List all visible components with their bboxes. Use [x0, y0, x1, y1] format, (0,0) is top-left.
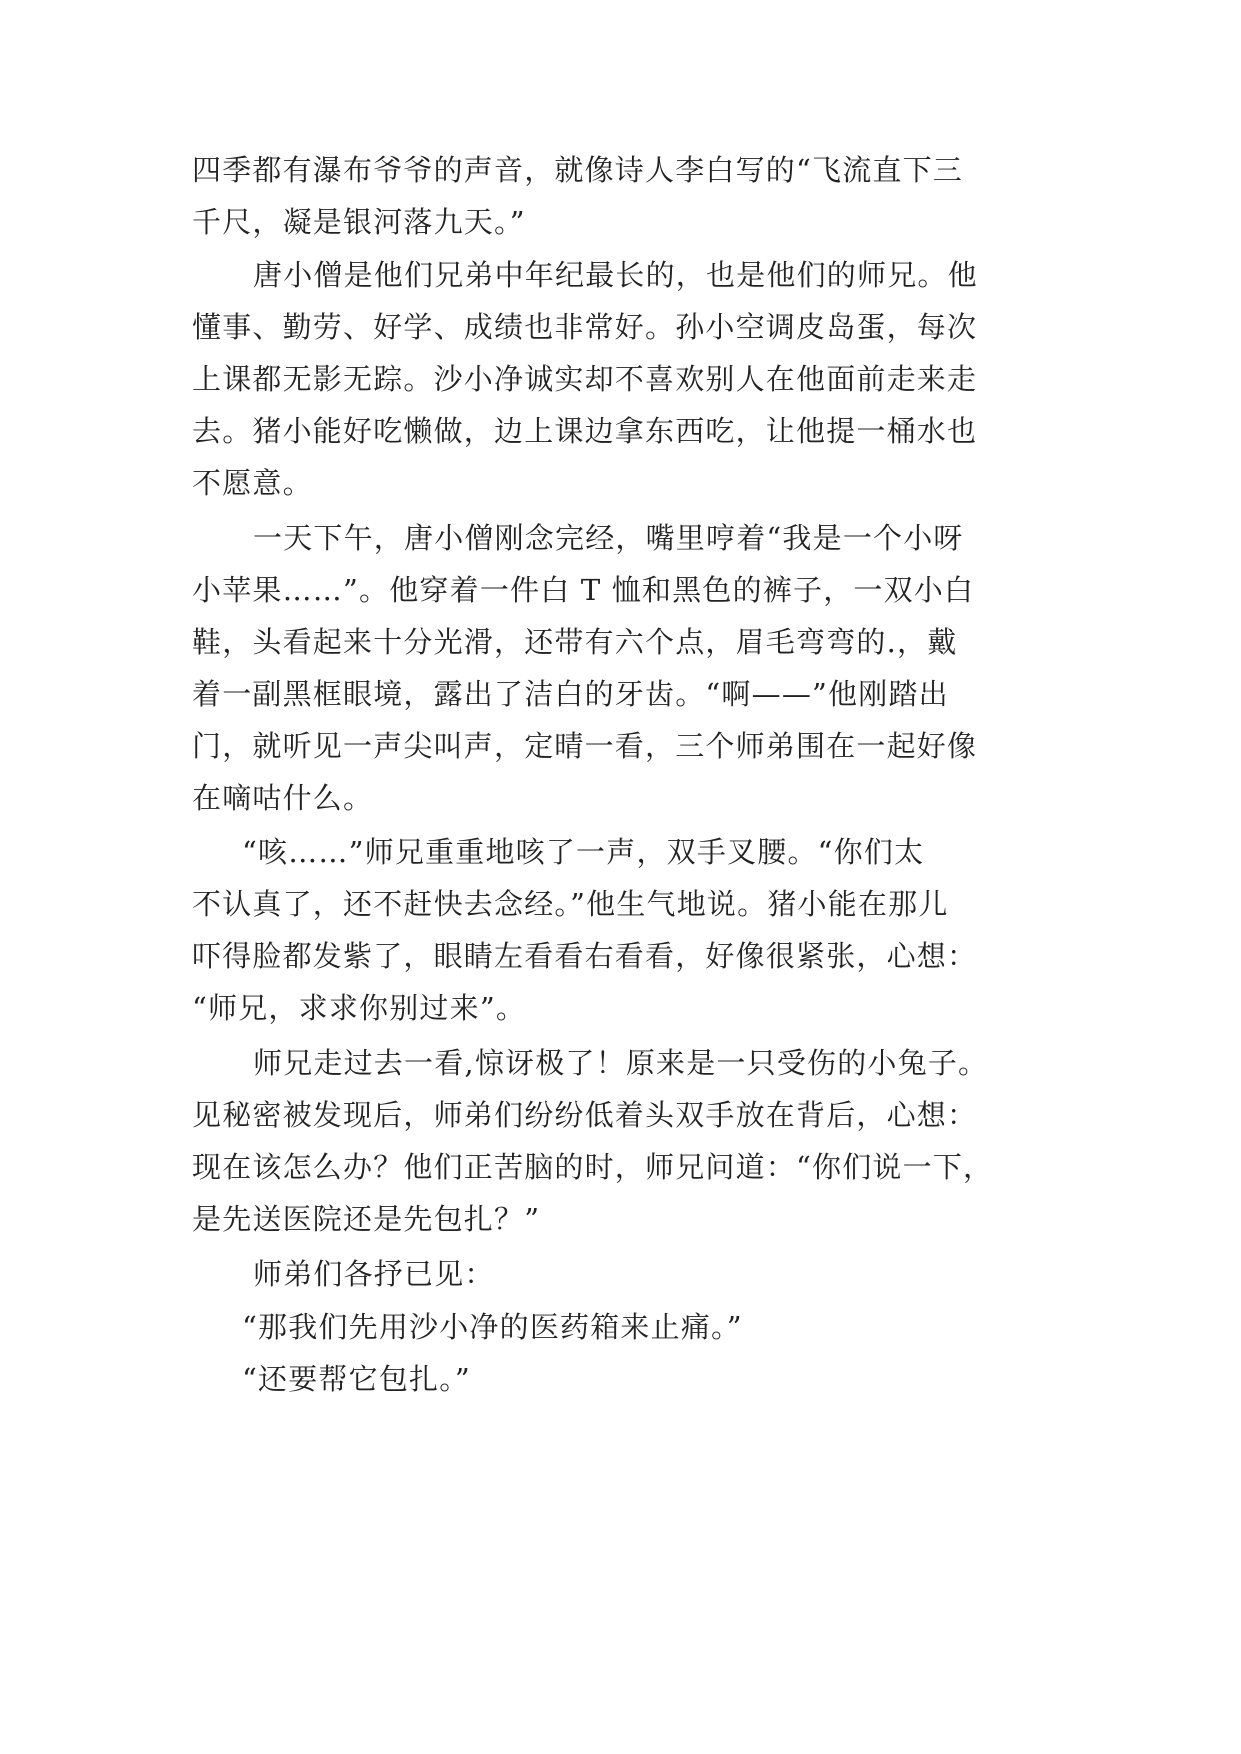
text-line: 是先送医院还是先包扎？” — [192, 1202, 541, 1236]
text-line: 着一副黑框眼境，露出了洁白的牙齿。“啊——”他刚踏出 — [192, 677, 949, 711]
text-line: 鞋，头看起来十分光滑，还带有六个点，眉毛弯弯的.，戴 — [192, 625, 958, 659]
paragraph-first-line: 一天下午，唐小僧刚念完经，嘴里哼着“我是一个小呀 — [253, 521, 964, 555]
paragraph-first-line: “咳……”师兄重重地咳了一声，双手叉腰。“你们太 — [242, 835, 925, 869]
text-line: 不认真了，还不赶快去念经。”他生气地说。猪小能在那儿 — [192, 887, 949, 921]
text-line: 小苹果……”。他穿着一件白 T 恤和黑色的裤子，一双小白 — [192, 573, 975, 607]
text-line: “师兄，求求你别过来”。 — [192, 991, 527, 1025]
paragraph-first-line: 唐小僧是他们兄弟中年纪最长的，也是他们的师兄。他 — [253, 258, 978, 292]
text-line: 懂事、勤劳、好学、成绩也非常好。孙小空调皮岛蛋，每次 — [192, 310, 978, 344]
text-line: 吓得脸都发紫了，眼睛左看看右看看，好像很紧张，心想： — [192, 939, 978, 973]
text-line: 去。猪小能好吃懒做，边上课边拿东西吃，让他提一桶水也 — [192, 414, 978, 448]
text-line: 上课都无影无踪。沙小净诚实却不喜欢别人在他面前走来走 — [192, 362, 978, 396]
text-line: 在嘀咕什么。 — [192, 781, 374, 815]
text-line: 不愿意。 — [192, 466, 313, 500]
text-line: 千尺，凝是银河落九天。” — [192, 205, 526, 239]
paragraph-first-line: 师弟们各抒已见： — [253, 1257, 495, 1291]
text-line: 见秘密被发现后，师弟们纷纷低着头双手放在背后，心想： — [192, 1098, 978, 1132]
text-line: 现在该怎么办？他们正苦脑的时，师兄问道：“你们说一下， — [192, 1150, 994, 1184]
quote-line: “那我们先用沙小净的医药箱来止痛。” — [242, 1310, 743, 1344]
paragraph-first-line: 师兄走过去一看,惊讶极了！原来是一只受伤的小兔子。 — [253, 1046, 989, 1080]
text-line: 门，就听见一声尖叫声，定晴一看，三个师弟围在一起好像 — [192, 729, 978, 763]
text-line: 四季都有瀑布爷爷的声音，就像诗人李白写的“飞流直下三 — [192, 153, 964, 187]
quote-line: “还要帮它包扎。” — [242, 1362, 471, 1396]
